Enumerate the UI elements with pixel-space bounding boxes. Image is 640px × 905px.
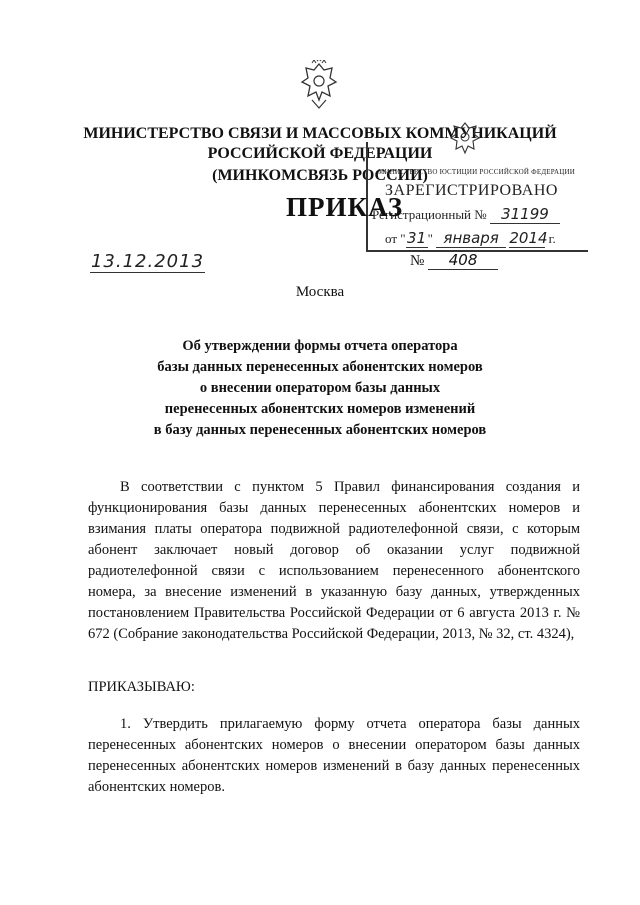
order-date-value: 13.12.2013 — [90, 251, 205, 272]
heading-line: базы данных перенесенных абонентских номеров — [157, 359, 483, 375]
stamp-emblem-icon — [448, 120, 482, 160]
stamp-date-month: января — [436, 229, 506, 248]
stamp-date-prefix: от " — [385, 231, 406, 246]
stamp-authority: МИНИСТЕРСТВО ЮСТИЦИИ РОССИЙСКОЙ ФЕДЕРАЦИИ — [378, 168, 575, 176]
heading-line: перенесенных абонентских номеров изменений — [164, 401, 476, 417]
stamp-date-suffix: г. — [548, 231, 556, 246]
order-item-1: 1. Утвердить прилагаемую форму отчета оператора базы данных перенесенных абонентских номеров о внесении оператором базы данных перенесенных абонентских номеров изменений в базу данных перенесенных абонентских номеров. — [88, 716, 580, 795]
order-number — [410, 251, 498, 270]
document-type-title: ПРИКАЗ — [286, 192, 404, 222]
stamp-number-value: 31199 — [490, 205, 560, 224]
heading-line: в базу данных перенесенных абонентских номеров — [153, 422, 487, 438]
heading-line: Об утверждении формы отчета оператора — [182, 338, 458, 354]
stamp-status: ЗАРЕГИСТРИРОВАНО — [385, 182, 558, 199]
stamp-date-day: 31 — [407, 229, 427, 247]
ministry-name-line1: МИНИСТЕРСТВО СВЯЗИ И МАССОВЫХ КОММУНИКАЦИЙ — [83, 125, 557, 142]
heading-line: о внесении оператором базы данных — [199, 380, 441, 396]
stamp-number-label: Регистрационный № — [372, 207, 487, 222]
order-number-label: № — [410, 253, 425, 269]
command-word: ПРИКАЗЫВАЮ: — [88, 679, 195, 695]
preamble-paragraph: В соответствии с пунктом 5 Правил финансирования создания и функционирования базы данных перенесенных абонентских номеров и взимания платы оператора подвижной радиотелефонной связи, с которым абонент заключает новый договор об оказании услуг подвижной радиотелефонной связи с использованием перенесенного абонентского номера, за внесение изменений в указанную базу данных, утвержденных постановлением Правительства Российской Федерации от 6 августа 2013 г. № 672 (Собрание законодательства Российской Федерации, 2013, № 32, ст. 4324), — [88, 479, 580, 642]
stamp-date-year: 2014 — [509, 229, 548, 247]
order-number-value: 408 — [428, 251, 498, 270]
order-heading — [60, 336, 580, 441]
ministry-name-line2: РОССИЙСКОЙ ФЕДЕРАЦИИ — [207, 145, 433, 162]
coat-of-arms-emblem — [298, 60, 340, 112]
order-date — [90, 250, 205, 273]
stamp-registration-date: от "31" января 2014 г. — [385, 229, 556, 247]
ministry-name-line3: (МИНКОМСВЯЗЬ РОССИИ) — [212, 167, 428, 184]
order-city: Москва — [295, 284, 345, 300]
